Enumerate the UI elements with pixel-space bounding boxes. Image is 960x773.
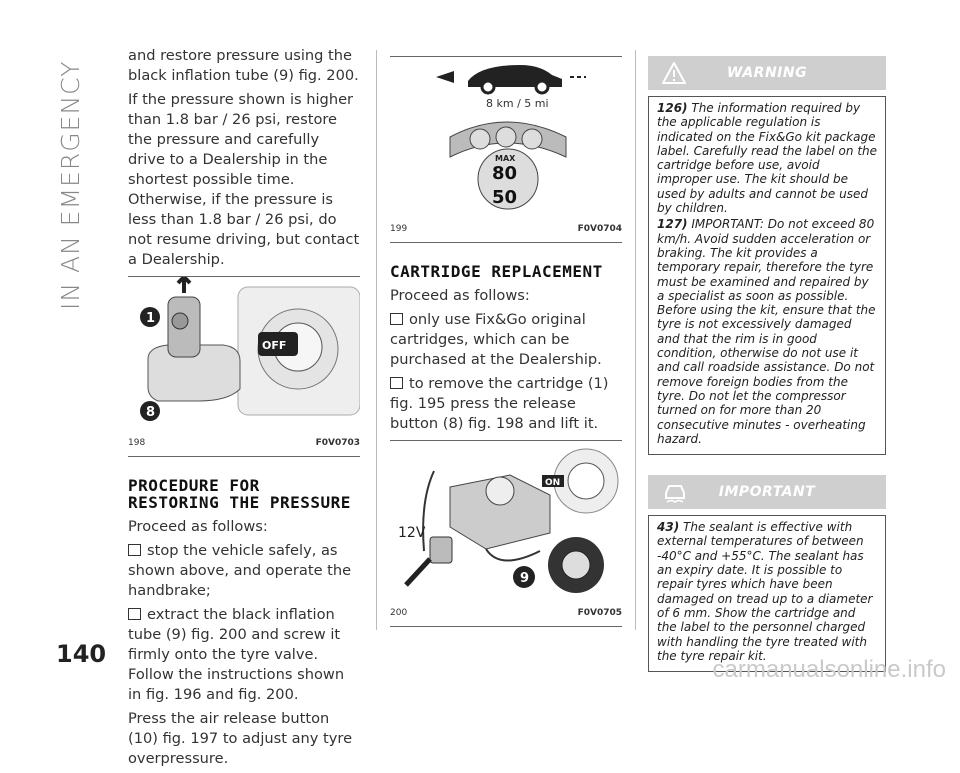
callout-1: 1 <box>146 311 156 326</box>
bullet-item: only use Fix&Go original cartridges, which can be purchased at the Dealership. <box>390 311 602 368</box>
column-middle <box>390 56 622 627</box>
warning-header <box>648 56 886 90</box>
checkbox-bullet-icon <box>128 608 141 620</box>
column-divider <box>376 50 377 630</box>
figure-caption <box>128 431 360 457</box>
warning-item: 127) IMPORTANT: Do not exceed 80 km/h. Avoid sudden acceleration or braking. The kit provides a temporary repair, therefore the tyre must be examined and repaired by a specialist as soon as possible. Before using the kit, ensure that the tyre is not excessively damaged and that the rim is in good condition, otherwise do not use it and call roadside assistance. Do not remove foreign bodies from the tyre. Do not let the compressor turned on for more than 20 consecutive minutes - overheating hazard. <box>657 217 876 446</box>
figure-number: 200 <box>390 608 408 618</box>
column-left <box>128 46 360 773</box>
checkbox-bullet-icon <box>390 377 403 389</box>
speed-limit-illustration <box>390 57 622 211</box>
warning-box <box>648 96 886 455</box>
watermark: carmanualsonline.info <box>712 656 946 683</box>
important-box <box>648 515 886 672</box>
bullet-item: stop the vehicle safely, as shown above, and operate the handbrake; <box>128 542 352 599</box>
checkbox-bullet-icon <box>128 544 141 556</box>
off-label: OFF <box>262 339 287 352</box>
callout-8: 8 <box>146 405 156 420</box>
figure-code: F0V0703 <box>315 438 360 448</box>
section-heading: CARTRIDGE REPLACEMENT <box>390 262 603 281</box>
gauge-max-label: MAX <box>495 154 516 163</box>
figure-caption <box>390 217 622 243</box>
figure-200 <box>390 440 622 627</box>
paragraph: and restore pressure using the black inflation tube (9) fig. 200. <box>128 47 359 84</box>
checkbox-bullet-icon <box>390 313 403 325</box>
bullet-item: extract the black inflation tube (9) fig. 200 and screw it firmly onto the tyre valve. Follow the instructions shown in fig. 196 and fig. 200. <box>128 606 345 703</box>
important-title: IMPORTANT <box>718 484 816 501</box>
on-label: ON <box>545 478 561 488</box>
important-header <box>648 475 886 509</box>
warning-item: 126) The information required by the applicable regulation is indicated on the Fix&Go kit package label. Carefully read the label on the cartridge before use, avoid improper use. The kit should be used by adults and cannot be used by children. <box>657 101 878 216</box>
important-item: 43) The sealant is effective with external temperatures of between -40°C and +55°C. The sealant has an expiry date. It is possible to repair tyres which have been damaged on tread up to a diameter of 6 mm. Show the cartridge and the label to the personnel charged with handling the tyre treated with the tyre repair kit. <box>657 520 873 663</box>
intro-text: Proceed as follows: <box>390 287 530 304</box>
gauge-top-value: 80 <box>492 163 518 184</box>
column-divider <box>635 50 636 630</box>
figure-number: 199 <box>390 224 408 234</box>
figure-code: F0V0704 <box>577 224 622 234</box>
paragraph: Press the air release button (10) fig. 197 to adjust any tyre overpressure. <box>128 710 353 767</box>
bullet-item: to remove the cartridge (1) fig. 195 press the release button (8) fig. 198 and lift it. <box>390 375 609 432</box>
speed-label: 8 km / 5 mi <box>486 97 549 110</box>
car-skid-icon <box>662 481 688 503</box>
column-right <box>648 56 886 672</box>
compressor-cartridge-illustration <box>128 277 360 425</box>
gauge-bottom-value: 50 <box>492 187 518 208</box>
warning-title: WARNING <box>726 65 808 81</box>
figure-number: 198 <box>128 438 146 448</box>
callout-9: 9 <box>520 571 530 586</box>
warning-triangle-icon <box>662 62 686 84</box>
intro-text: Proceed as follows: <box>128 518 268 535</box>
inflation-illustration <box>390 441 622 595</box>
figure-caption <box>390 601 622 627</box>
page-number: 140 <box>56 640 107 668</box>
12v-label: 12V <box>398 525 426 541</box>
section-heading: PROCEDURE FOR RESTORING THE PRESSURE <box>128 476 351 512</box>
section-title: IN AN EMERGENCY <box>56 60 85 310</box>
paragraph: If the pressure shown is higher than 1.8 bar / 26 psi, restore the pressure and carefully drive to a Dealership in the shortest possible time. Otherwise, if the pressure is less than 1.8 bar / 26 psi, do not resume driving, but contact a Dealership. <box>128 91 360 268</box>
figure-199 <box>390 56 622 243</box>
figure-code: F0V0705 <box>577 608 622 618</box>
figure-198 <box>128 276 360 457</box>
